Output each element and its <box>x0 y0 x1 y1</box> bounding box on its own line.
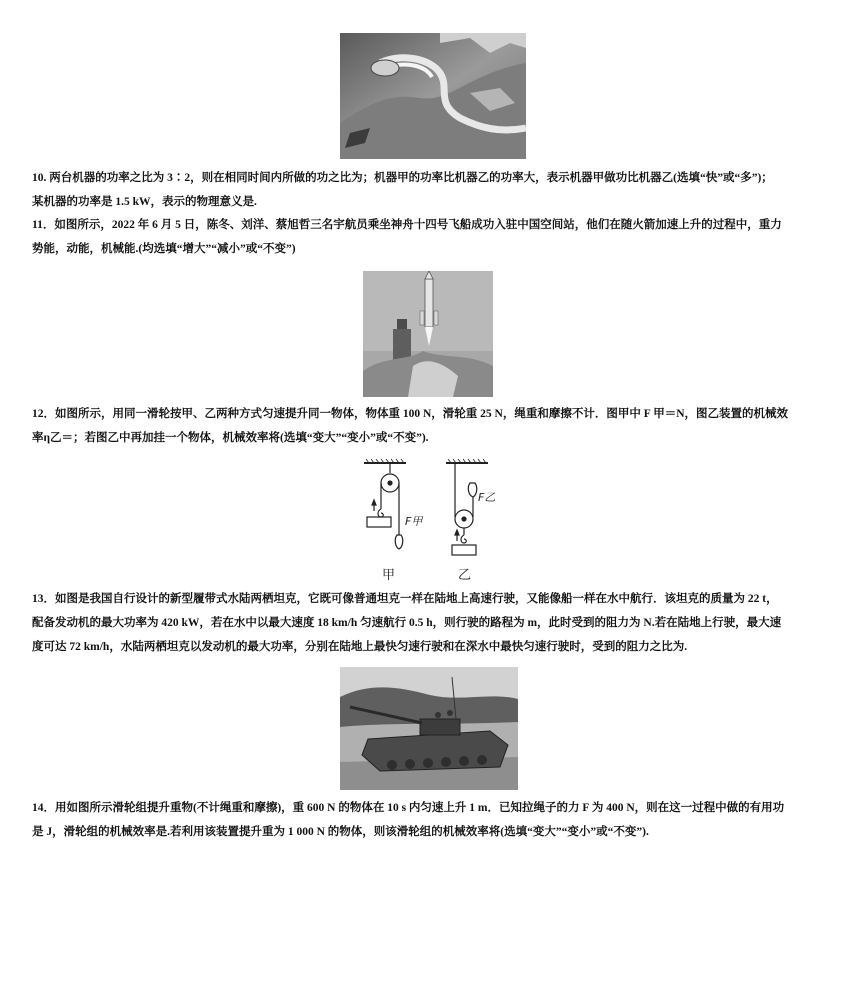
question-13 <box>32 587 828 659</box>
question-14-line-2: 是 J，滑轮组的机械效率是.若利用该装置提升重为 1 000 N 的物体，则该滑轮组的机械效率将(选填“变大”“变小”或“不变”). <box>32 826 649 838</box>
force-label-a: F甲 <box>405 515 423 528</box>
question-12-line-2: 率η乙＝；若图乙中再加挂一个物体，机械效率将(选填“变大”“变小”或“不变”). <box>32 432 429 444</box>
question-14 <box>32 796 828 844</box>
question-13-line-2: 配备发动机的最大功率为 420 kW，若在水中以最大速度 18 km/h 匀速航行 0.5 h，则行驶的路程为 m，此时受到的阻力为 N.若在陆地上行驶，最大速 <box>32 617 782 629</box>
question-14-line-1: 14．用如图所示滑轮组提升重物(不计绳重和摩擦)，重 600 N 的物体在 10 s 内匀速上升 1 m．已知拉绳子的力 F 为 400 N，则在这一过程中做的有用功 <box>32 802 785 814</box>
question-11-line-1: 11．如图所示，2022 年 6 月 5 日，陈冬、刘洋、蔡旭哲三名宇航员乘坐神舟十四号飞船成功入驻中国空间站，他们在随火箭加速上升的过程中，重力 <box>32 219 782 231</box>
amphibious-tank-photo <box>340 667 518 790</box>
pulley-diagram <box>360 457 510 585</box>
question-10-line-2: 某机器的功率是 1.5 kW，表示的物理意义是. <box>32 196 257 208</box>
question-10-line-1: 10. 两台机器的功率之比为 3∶2，则在相同时间内所做的功之比为；机器甲的功率比机器乙的功率大，表示机器甲做功比机器乙(选填“快”或“多”)； <box>32 172 773 184</box>
venue-aerial-photo <box>340 33 526 159</box>
question-12 <box>32 402 828 450</box>
caption-b: 乙 <box>458 568 472 583</box>
question-11 <box>32 213 828 261</box>
rocket-launch-photo <box>363 271 493 397</box>
question-12-line-1: 12．如图所示，用同一滑轮按甲、乙两种方式匀速提升同一物体，物体重 100 N，滑轮重 25 N，绳重和摩擦不计．图甲中 F 甲＝N，图乙装置的机械效 <box>32 408 789 420</box>
force-label-b: F乙 <box>478 491 496 504</box>
question-10 <box>32 166 828 214</box>
question-13-line-3: 度可达 72 km/h，水陆两栖坦克以发动机的最大功率，分别在陆地上最快匀速行驶和在深水中最快匀速行驶时，受到的阻力之比为. <box>32 641 688 653</box>
question-13-line-1: 13．如图是我国自行设计的新型履带式水陆两栖坦克，它既可像普通坦克一样在陆地上高速行驶，又能像船一样在水中航行．该坦克的质量为 22 t， <box>32 593 778 605</box>
question-11-line-2: 势能，动能，机械能.(均选填“增大”“减小”或“不变”) <box>32 243 296 255</box>
caption-a: 甲 <box>382 568 396 583</box>
